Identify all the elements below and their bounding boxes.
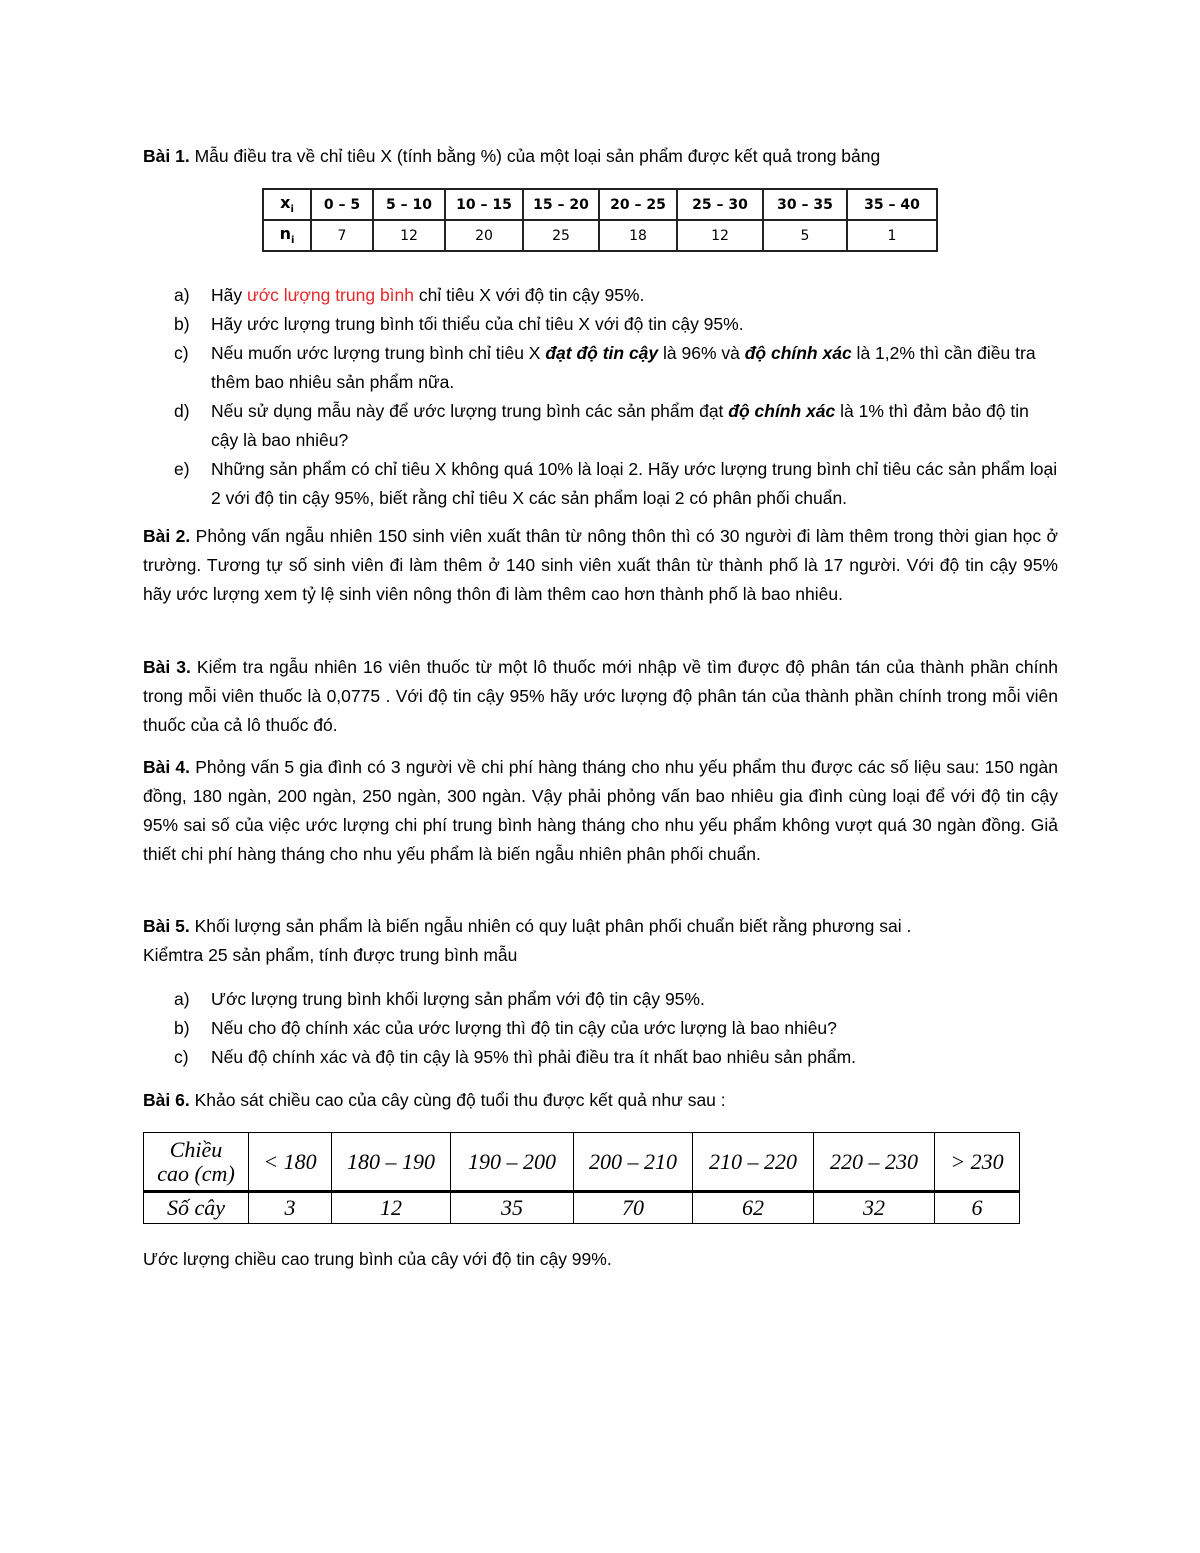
highlight-text: ước lượng trung bình bbox=[246, 285, 415, 305]
question-label: a) bbox=[174, 285, 190, 305]
bai1-text: Mẫu điều tra về chỉ tiêu X (tính bằng %) của một loại sản phẩm được kết quả trong bảng bbox=[189, 146, 881, 166]
bai6-table-cell: 32 bbox=[814, 1192, 935, 1224]
bai1-table-row-ni bbox=[263, 220, 937, 251]
bai1-table-cell: 12 bbox=[677, 220, 763, 251]
bai6-table-cell: 190 – 200 bbox=[451, 1133, 574, 1192]
bai1-table-cell: 25 bbox=[523, 220, 599, 251]
bai2-title: Bài 2. bbox=[143, 526, 191, 546]
bai1-table-cell: 12 bbox=[373, 220, 445, 251]
bai6-table-head-count: Số cây bbox=[144, 1192, 249, 1224]
bai1-questions bbox=[143, 281, 1058, 513]
bai6-table-cell: 220 – 230 bbox=[814, 1133, 935, 1192]
bai1-table-cell: 35 – 40 bbox=[847, 189, 937, 220]
bai2-statement: Bài 2. Phỏng vấn ngẫu nhiên 150 sinh viên xuất thân từ nông thôn thì có 30 người đi làm thêm trong thời gian học ở trường. Tương tự số sinh viên đi làm thêm ở 140 sinh viên xuất thân từ thành phố là 17 người. Với độ tin cậy 95% hãy ước lượng xem tỷ lệ sinh viên nông thôn đi làm thêm cao hơn thành phố là bao nhiêu. bbox=[143, 526, 1058, 604]
bai1-table-head-ni: $n_i$ bbox=[263, 220, 311, 251]
bai1-table-cell: 20 – 25 bbox=[599, 189, 677, 220]
question-label: c) bbox=[174, 343, 189, 363]
bai1-table-cell: 1 bbox=[847, 220, 937, 251]
bai6-footer: Ước lượng chiều cao trung bình của cây với độ tin cậy 99%. bbox=[143, 1249, 612, 1269]
question-label: b) bbox=[174, 1018, 190, 1038]
bai6-table bbox=[143, 1132, 1020, 1224]
bai1-question-c: c) Nếu muốn ước lượng trung bình chỉ tiêu X đạt độ tin cậy là 96% và độ chính xác là 1,2% thì cần điều tra thêm bao nhiêu sản phẩm nữa. bbox=[143, 339, 1058, 397]
bai5-question-b: b) Nếu cho độ chính xác của ước lượng thì độ tin cậy của ước lượng là bao nhiêu? bbox=[143, 1014, 1058, 1043]
bai1-table-head-xi: $x_i$ bbox=[263, 189, 311, 220]
bai5-title: Bài 5. bbox=[143, 916, 190, 936]
question-label: d) bbox=[174, 401, 190, 421]
bai1-title: Bài 1. bbox=[143, 146, 190, 166]
question-label: e) bbox=[174, 459, 190, 479]
question-label: c) bbox=[174, 1047, 189, 1067]
bai1-question-b: b) Hãy ước lượng trung bình tối thiểu của chỉ tiêu X với độ tin cậy 95%. bbox=[143, 310, 1058, 339]
bai1-question-d: d) Nếu sử dụng mẫu này để ước lượng trung bình các sản phẩm đạt độ chính xác là 1% thì đảm bảo độ tin cậy là bao nhiêu? bbox=[143, 397, 1058, 455]
bai1-table-cell: 25 – 30 bbox=[677, 189, 763, 220]
bai1-table-cell: 7 bbox=[311, 220, 373, 251]
bai6-table-cell: 62 bbox=[693, 1192, 814, 1224]
bai6-table-cell: > 230 bbox=[935, 1133, 1020, 1192]
bai6-table-cell: < 180 bbox=[249, 1133, 332, 1192]
bai6-table-cell: 35 bbox=[451, 1192, 574, 1224]
bai1-table-cell: 15 – 20 bbox=[523, 189, 599, 220]
bai1-table-cell: 10 – 15 bbox=[445, 189, 523, 220]
bai1-table-row-xi bbox=[263, 189, 937, 220]
bai6-table-row-height bbox=[144, 1133, 1020, 1192]
bai6-table-cell: 200 – 210 bbox=[574, 1133, 693, 1192]
bai1-statement bbox=[143, 142, 1058, 171]
bai5-question-a: a) Ước lượng trung bình khối lượng sản phẩm với độ tin cậy 95%. bbox=[143, 985, 1058, 1014]
question-label: a) bbox=[174, 989, 190, 1009]
bai1-table-cell: 20 bbox=[445, 220, 523, 251]
bai3-title: Bài 3. bbox=[143, 657, 191, 677]
bai6-title: Bài 6. bbox=[143, 1090, 190, 1110]
bai1-table-cell: 5 – 10 bbox=[373, 189, 445, 220]
bai6-statement: Bài 6. Khảo sát chiều cao của cây cùng độ tuổi thu được kết quả như sau : bbox=[143, 1090, 726, 1110]
bai5-statement: Bài 5. Khối lượng sản phẩm là biến ngẫu nhiên có quy luật phân phối chuẩn biết rằng phương sai . Kiểmtra 25 sản phẩm, tính được trung bình mẫu bbox=[143, 916, 912, 965]
bai4-statement: Bài 4. Phỏng vấn 5 gia đình có 3 người về chi phí hàng tháng cho nhu yếu phẩm thu được các số liệu sau: 150 ngàn đồng, 180 ngàn, 200 ngàn, 250 ngàn, 300 ngàn. Vậy phải phỏng vấn bao nhiêu gia đình cùng loại để với độ tin cậy 95% sai số của việc ước lượng chi phí trung bình hàng tháng cho nhu yếu phẩm không vượt quá 30 ngàn đồng. Giả thiết chi phí hàng tháng cho nhu yếu phẩm là biến ngẫu nhiên phân phối chuẩn. bbox=[143, 757, 1058, 864]
bai6-table-row-count bbox=[144, 1192, 1020, 1224]
question-label: b) bbox=[174, 314, 190, 334]
bai1-table-cell: 5 bbox=[763, 220, 847, 251]
bai1-table bbox=[262, 188, 938, 252]
bai1-table-cell: 30 – 35 bbox=[763, 189, 847, 220]
bai6-table-cell: 210 – 220 bbox=[693, 1133, 814, 1192]
bai6-table-cell: 180 – 190 bbox=[332, 1133, 451, 1192]
bai6-table-cell: 12 bbox=[332, 1192, 451, 1224]
bai5-question-c: c) Nếu độ chính xác và độ tin cậy là 95% thì phải điều tra ít nhất bao nhiêu sản phẩm. bbox=[143, 1043, 1058, 1072]
bai6-table-cell: 3 bbox=[249, 1192, 332, 1224]
bai1-question-e: e) Những sản phẩm có chỉ tiêu X không quá 10% là loại 2. Hãy ước lượng trung bình chỉ tiêu các sản phẩm loại 2 với độ tin cậy 95%, biết rằng chỉ tiêu X các sản phẩm loại 2 có phân phối chuẩn. bbox=[143, 455, 1058, 513]
bai6-table-cell: 70 bbox=[574, 1192, 693, 1224]
bai3-statement: Bài 3. Kiểm tra ngẫu nhiên 16 viên thuốc từ một lô thuốc mới nhập về tìm được độ phân tán của thành phần chính trong mỗi viên thuốc là 0,0775 . Với độ tin cậy 95% hãy ước lượng độ phân tán của thành phần chính trong mỗi viên thuốc của cả lô thuốc đó. bbox=[143, 657, 1058, 735]
bai5-questions bbox=[143, 985, 1058, 1072]
bai6-table-cell: 6 bbox=[935, 1192, 1020, 1224]
bai1-table-cell: 0 – 5 bbox=[311, 189, 373, 220]
bai1-table-cell: 18 bbox=[599, 220, 677, 251]
bai1-question-a: a) Hãy ước lượng trung bình chỉ tiêu X với độ tin cậy 95%. bbox=[143, 281, 1058, 310]
bai4-title: Bài 4. bbox=[143, 757, 191, 777]
bai6-table-head-height: Chiều cao (cm) bbox=[144, 1133, 249, 1192]
